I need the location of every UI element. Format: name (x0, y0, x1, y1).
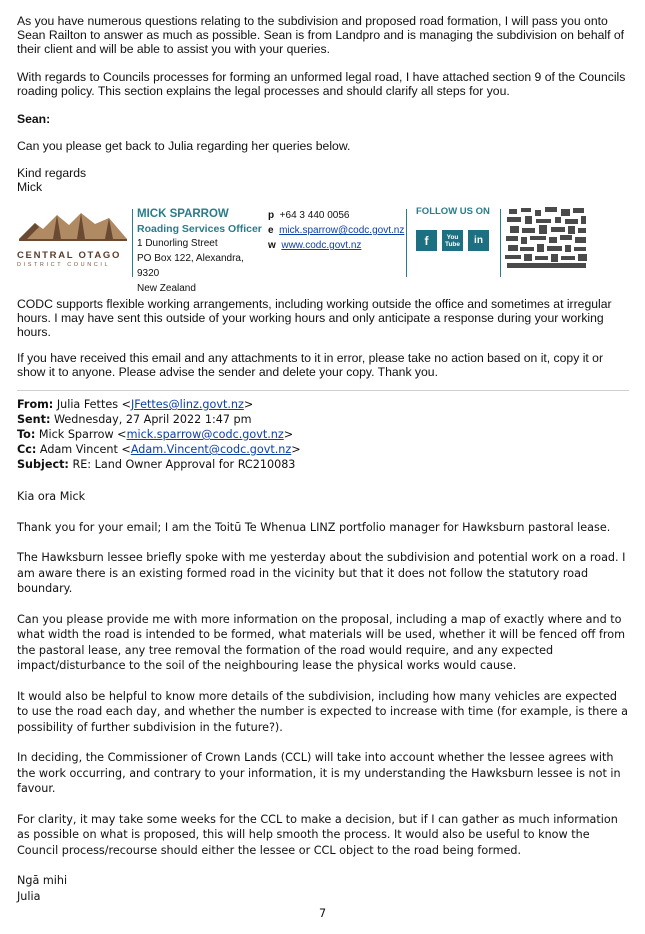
reply-message (17, 14, 629, 194)
cc-email-link[interactable]: Adam.Vincent@codc.govt.nz (130, 443, 292, 456)
website-link[interactable]: www.codc.govt.nz (281, 240, 362, 251)
redacted-image-icon (505, 207, 588, 269)
phone-label: p (268, 210, 275, 221)
email-header (17, 397, 629, 472)
signature-divider (132, 209, 133, 277)
signature-divider (406, 209, 407, 277)
from-close: > (243, 398, 254, 411)
subject-text: RE: Land Owner Approval for RC210083 (72, 458, 296, 471)
body-paragraph: Thank you for your email; I am the Toitū Te Whenua LINZ portfolio manager for Hawksburn pastoral lease. (17, 520, 611, 534)
greeting: Kia ora Mick (17, 490, 86, 503)
body-paragraph: The Hawksburn lessee briefly spoke with me yesterday about the subdivision and potential work on a road. I am aware there is an existing formed road in the vicinity but that it does not follow the statutory road boundary. (17, 551, 626, 595)
follow-us-label: FOLLOW US ON (416, 206, 490, 217)
linkedin-icon[interactable]: in (468, 230, 489, 251)
web-label: w (268, 240, 276, 251)
reply-paragraph: Can you please get back to Julia regarding her queries below. (17, 139, 351, 153)
body-paragraph: Can you please provide me with more information on the proposal, including a map of exactly where and to what width the road is intended to be formed, what materials will be used, whether it will be fenced off from the pastoral lease, any tree removal the formation of the road would require, and any expected impact/disturbance to the soil of the neighbouring lease the physical works would cause. (17, 612, 625, 672)
from-email-link[interactable]: JFettes@linz.govt.nz (130, 398, 244, 411)
body-paragraph: It would also be helpful to know more details of the subdivision, including how many vehicles are expected to use the road each day, and whether the number is expected to increase with time (for example, is there a possibility of further subdivision in the future?). (17, 689, 628, 734)
signature-divider (500, 209, 501, 277)
header-subject (17, 457, 629, 472)
disclaimer-paragraph: CODC supports flexible working arrangements, including working outside the office and sometimes at irregular hours. I may have sent this outside of your working hours and only anticipate a response during your working hours. (17, 297, 612, 339)
phone-number: +64 3 440 0056 (279, 210, 350, 221)
closing: Kind regards (17, 166, 87, 180)
signature-address: New Zealand (137, 283, 196, 294)
to-name: Mick Sparrow < (38, 428, 127, 441)
email-label: e (268, 225, 274, 236)
header-sent (17, 412, 629, 427)
to-email-link[interactable]: mick.sparrow@codc.govt.nz (126, 428, 284, 441)
closing-name: Mick (17, 180, 43, 194)
signoff: Ngā mihi (17, 874, 68, 887)
disclaimer (17, 297, 629, 379)
signoff-name: Julia (17, 889, 41, 903)
to-label: To: (17, 428, 36, 441)
from-label: From: (17, 398, 54, 411)
signature-name: MICK SPARROW (137, 208, 229, 220)
follow-us (416, 206, 506, 251)
signature-contact (268, 208, 403, 253)
cc-label: Cc: (17, 443, 37, 456)
cc-name: Adam Vincent < (39, 443, 131, 456)
youtube-icon[interactable]: You Tube (442, 230, 463, 251)
cc-close: > (291, 443, 301, 456)
facebook-icon[interactable]: f (416, 230, 437, 251)
sent-date: Wednesday, 27 April 2022 1:47 pm (54, 413, 252, 426)
from-name: Julia Fettes < (56, 398, 131, 411)
email-link[interactable]: mick.sparrow@codc.govt.nz (279, 225, 405, 236)
email-body (17, 489, 629, 904)
to-close: > (283, 428, 294, 441)
signature-details (137, 208, 267, 296)
header-from (17, 397, 629, 412)
email-signature (17, 205, 629, 294)
sent-label: Sent: (17, 413, 51, 426)
signature-address: 1 Dunorling Street (137, 238, 218, 249)
reply-paragraph: As you have numerous questions relating to the subdivision and proposed road formation, I will pass you onto Sean Railton to answer as much as possible. Sean is from Landpro and is managing the subdivision on behalf of their client and will be able to assist you with your queries. (17, 14, 625, 56)
message-separator (17, 390, 629, 391)
addressee: Sean: (17, 112, 51, 126)
mountain-logo-icon (17, 209, 129, 243)
subject-label: Subject: (17, 458, 69, 471)
signature-address: PO Box 122, Alexandra, 9320 (137, 253, 244, 279)
logo-text: CENTRAL OTAGO (17, 250, 122, 261)
body-paragraph: In deciding, the Commissioner of Crown Lands (CCL) will take into account whether the lessee agrees with the work occurring, and contrary to your information, it is my understanding the Hawksburn lessee is not in favour. (17, 751, 621, 795)
logo-subtext: DISTRICT COUNCIL (17, 262, 111, 268)
council-logo (17, 209, 129, 269)
reply-paragraph: With regards to Councils processes for forming an unformed legal road, I have attached section 9 of the Councils roading policy. This section explains the legal processes and should clarify all steps for you. (17, 70, 626, 98)
page-number: 7 (318, 907, 327, 920)
disclaimer-paragraph: If you have received this email and any attachments to it in error, please take no action based on it, copy it or show it to anyone. Please advise the sender and delete your copy. Thank you. (17, 351, 604, 379)
signature-role: Roading Services Officer (137, 223, 262, 235)
body-paragraph: For clarity, it may take some weeks for the CCL to make a decision, but if I can gather as much information as possible on what is proposed, this will help smooth the process. It would also be useful to know the Council process/recourse should either the lessee or CCL object to the road being formed. (17, 812, 618, 857)
header-cc (17, 442, 629, 457)
header-to (17, 427, 629, 442)
